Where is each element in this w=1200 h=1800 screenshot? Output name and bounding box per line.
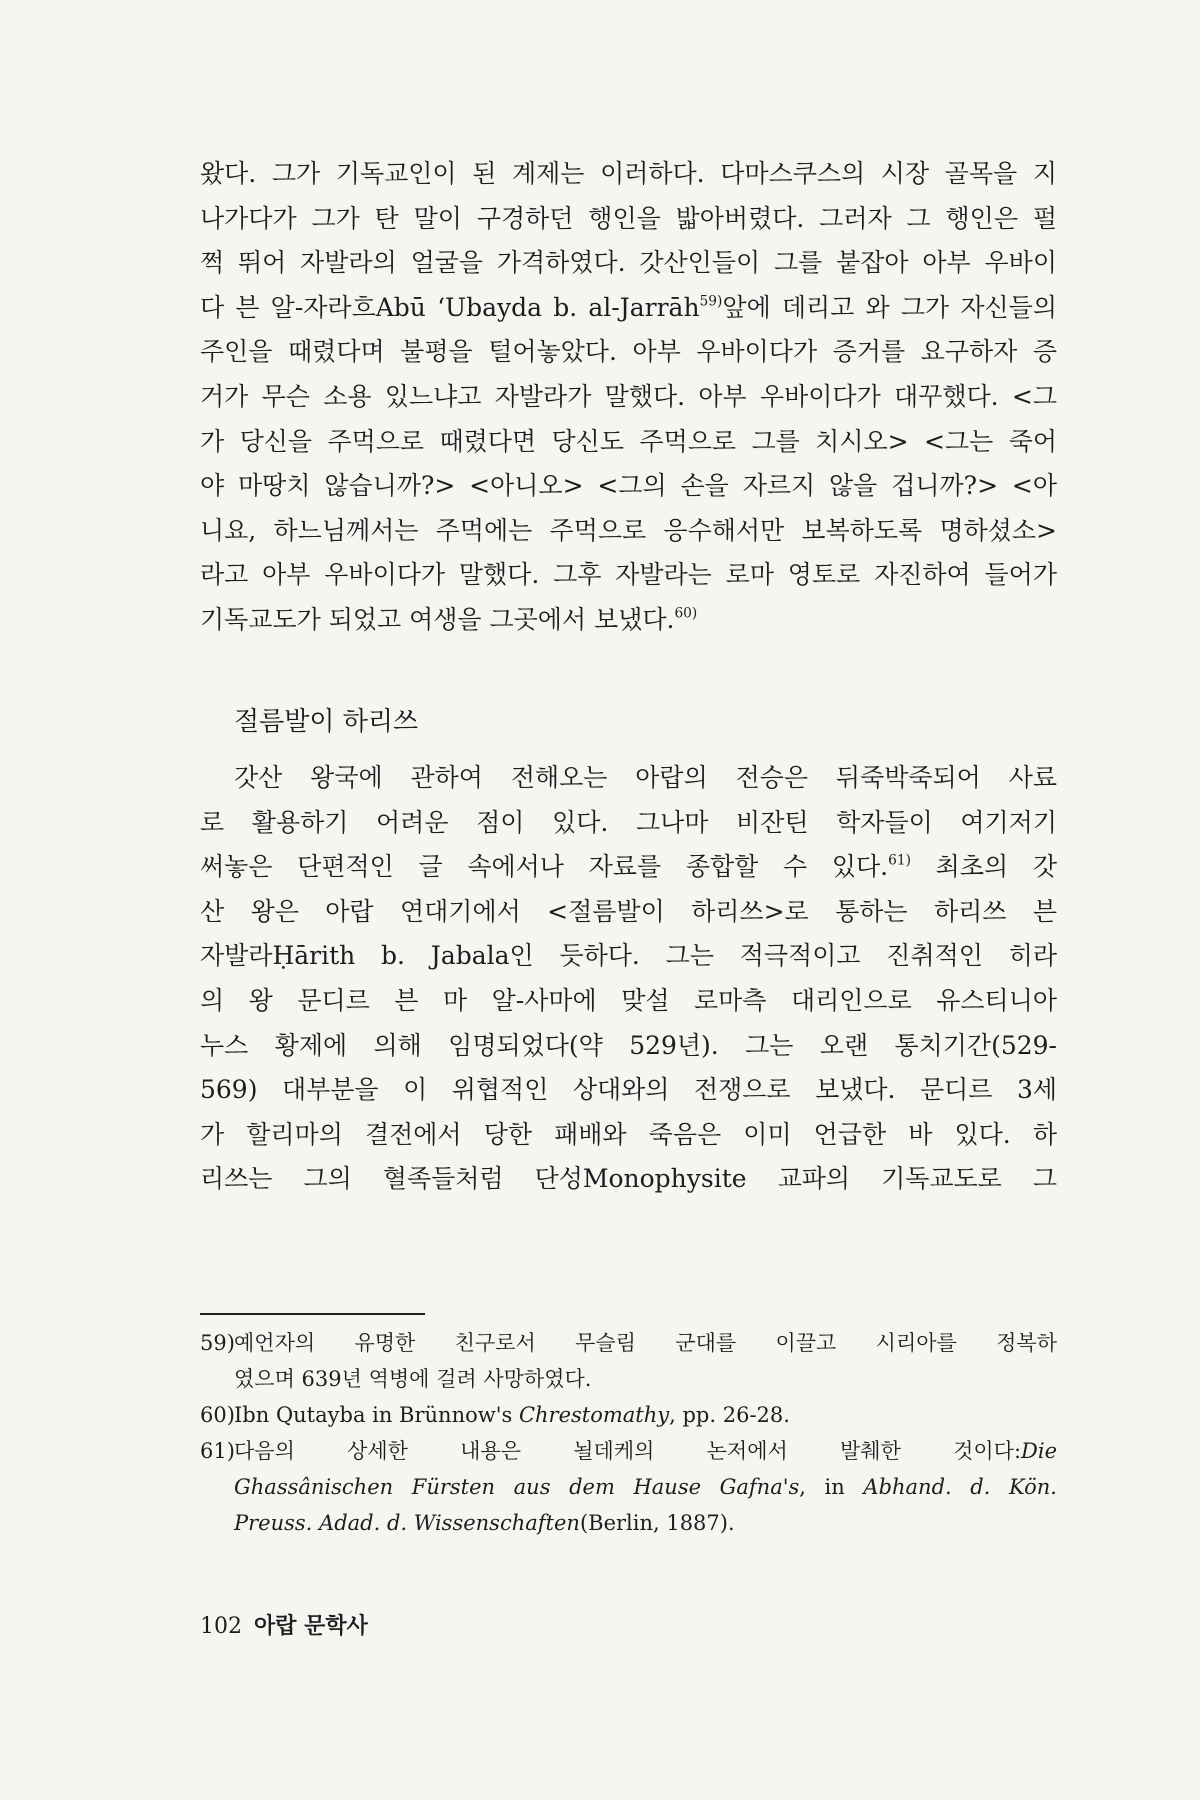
footnote-line-text xyxy=(234,1403,790,1427)
footnote-ref-61: 61) xyxy=(888,852,911,869)
body-line-text: 라고 아부 우바이다가 말했다. 그후 자발라는 로마 영토로 자진하여 들어가 xyxy=(200,560,1057,590)
body-line xyxy=(200,553,1057,598)
body-line xyxy=(200,286,1057,331)
paragraph-harith xyxy=(200,756,1057,1202)
body-line-text: 로 활용하기 어려운 점이 있다. 그나마 비잔틴 학자들이 여기저기 xyxy=(200,807,1057,837)
body-line xyxy=(200,375,1057,420)
running-title: 아랍 문학사 xyxy=(254,1614,368,1639)
body-line-text: 쩍 뛰어 자발라의 얼굴을 가격하였다. 갓산인들이 그를 붙잡아 아부 우바이 xyxy=(200,248,1057,278)
page-footer xyxy=(200,1612,368,1642)
body-line-text-after-ref: 앞에 데리고 와 그가 자신들의 xyxy=(722,292,1057,322)
body-line xyxy=(200,509,1057,554)
footnote-rule xyxy=(200,1313,425,1315)
footnote-body xyxy=(234,1325,1057,1397)
body-line xyxy=(200,934,1057,979)
footnote-ref-60: 60) xyxy=(674,605,698,622)
body-line-text: 의 왕 문디르 븐 마 알-사마에 맞설 로마측 대리인으로 유스티니아 xyxy=(200,985,1057,1015)
body-line xyxy=(200,890,1057,935)
footnote-text: , pp. 26-28. xyxy=(669,1403,790,1427)
body-line xyxy=(200,152,1057,197)
body-line-text: 자발라Ḥārith b. Jabala인 듯하다. 그는 적극적이고 진취적인 히라 xyxy=(200,941,1057,971)
body-line-text-before-ref: 다 븐 알-자라흐Abū ‘Ubayda b. al-Jarrāh xyxy=(200,292,700,322)
body-line xyxy=(200,1024,1057,1069)
body-line xyxy=(200,197,1057,242)
footnote-text: (Berlin, 1887). xyxy=(579,1511,735,1535)
body-line xyxy=(200,598,1057,643)
footnote-text: 다음의 상세한 내용은 뇔데케의 논저에서 발췌한 것이다: xyxy=(234,1439,1022,1463)
body-line xyxy=(200,845,1057,890)
body-line-text: 왔다. 그가 기독교인이 된 계제는 이러하다. 다마스쿠스의 시장 골목을 지 xyxy=(200,159,1057,188)
footnote-line xyxy=(234,1469,1057,1505)
body-line-text xyxy=(200,605,697,634)
footnote-line-text xyxy=(234,1439,1057,1463)
body-line-text: 야 마땅치 않습니까?> <아니오> <그의 손을 자르지 않을 겁니까?> <아 xyxy=(200,471,1057,501)
body-line-text: 가 할리마의 결전에서 당한 패배와 죽음은 이미 언급한 바 있다. 하 xyxy=(200,1119,1057,1149)
footnote-line-text: 예언자의 유명한 친구로서 무슬림 군대를 이끌고 시리아를 정복하 xyxy=(234,1331,1057,1355)
body-line xyxy=(200,1113,1057,1158)
footnote-italic-journal: Abhand. d. Kön. xyxy=(863,1475,1057,1499)
body-line-text: 누스 황제에 의해 임명되었다(약 529년). 그는 오랜 통치기간(529- xyxy=(200,1030,1057,1060)
footnote-ref-59: 59) xyxy=(699,293,723,310)
footnote-line xyxy=(234,1325,1057,1361)
paragraph-jabala-conversion xyxy=(200,152,1057,643)
footnote-line xyxy=(234,1433,1057,1469)
body-line-text: 갓산 왕국에 관하여 전해오는 아랍의 전승은 뒤죽박죽되어 사료 xyxy=(234,763,1057,792)
footnote-60 xyxy=(200,1397,1057,1433)
body-line-text-before-ref: 기독교도가 되었고 여생을 그곳에서 보냈다. xyxy=(200,604,675,634)
footnote-line xyxy=(234,1397,1057,1433)
footnote-61 xyxy=(200,1433,1057,1541)
footnote-label: 61) xyxy=(200,1439,235,1463)
footnote-italic-title: Ghassânischen Fürsten aus dem Hause Gafna's xyxy=(234,1475,800,1499)
body-line xyxy=(200,464,1057,509)
footnote-text: , in xyxy=(799,1475,864,1499)
footnote-body xyxy=(234,1397,1057,1433)
footnote-line-text xyxy=(234,1511,735,1535)
body-line-text-before-ref: 써놓은 단편적인 글 속에서나 자료를 종합할 수 있다. xyxy=(200,852,889,882)
body-line-text: 569) 대부분을 이 위협적인 상대와의 전쟁으로 보냈다. 문디르 3세 xyxy=(200,1075,1057,1105)
body-line xyxy=(200,330,1057,375)
footnote-text: Ibn Qutayba in Brünnow's xyxy=(234,1403,519,1427)
footnote-italic-journal: Preuss. Adad. d. Wissenschaften xyxy=(234,1511,580,1535)
body-line-text: 나가다가 그가 탄 말이 구경하던 행인을 밟아버렸다. 그러자 그 행인은 펄 xyxy=(200,203,1057,233)
body-line xyxy=(200,756,1057,801)
footnote-italic-title: Chrestomathy xyxy=(518,1403,670,1427)
footnote-59 xyxy=(200,1325,1057,1397)
body-line-text: 가 당신을 주먹으로 때렸다면 당신도 주먹으로 그를 치시오> <그는 죽어 xyxy=(200,426,1057,456)
body-line-text-after-ref: 최초의 갓 xyxy=(910,852,1057,882)
body-line-text: 주인을 때렸다며 불평을 털어놓았다. 아부 우바이다가 증거를 요구하자 증 xyxy=(200,337,1057,367)
footnote-line xyxy=(234,1505,1057,1541)
footnotes xyxy=(200,1325,1057,1541)
footnote-line-text xyxy=(234,1475,1057,1499)
footnote-body xyxy=(234,1433,1057,1541)
body-line-text: 산 왕은 아랍 연대기에서 <절름발이 하리쓰>로 통하는 하리쓰 븐 xyxy=(200,896,1057,926)
body-line xyxy=(200,1157,1057,1202)
body-line xyxy=(200,1068,1057,1113)
footnote-label: 60) xyxy=(200,1403,235,1427)
body-line-text: 리쓰는 그의 혈족들처럼 단성Monophysite 교파의 기독교도로 그 xyxy=(200,1164,1057,1194)
body-line xyxy=(200,979,1057,1024)
body-line xyxy=(200,420,1057,465)
body-line xyxy=(200,241,1057,286)
section-heading: 절름발이 하리쓰 xyxy=(234,707,419,737)
body-line-text xyxy=(200,293,1057,322)
body-line-text: 니요, 하느님께서는 주먹에는 주먹으로 응수해서만 보복하도록 명하셨소> xyxy=(200,515,1057,545)
footnote-label: 59) xyxy=(200,1331,235,1355)
body-line-text: 거가 무슨 소용 있느냐고 자발라가 말했다. 아부 우바이다가 대꾸했다. <그 xyxy=(200,381,1057,411)
body-line xyxy=(200,801,1057,846)
page-number: 102 xyxy=(200,1614,242,1639)
body-line-text xyxy=(200,852,1057,881)
footnote-line-text: 였으며 639년 역병에 걸려 사망하였다. xyxy=(234,1367,592,1391)
footnote-italic-title: Die xyxy=(1021,1439,1057,1463)
footnote-line xyxy=(234,1361,1057,1397)
